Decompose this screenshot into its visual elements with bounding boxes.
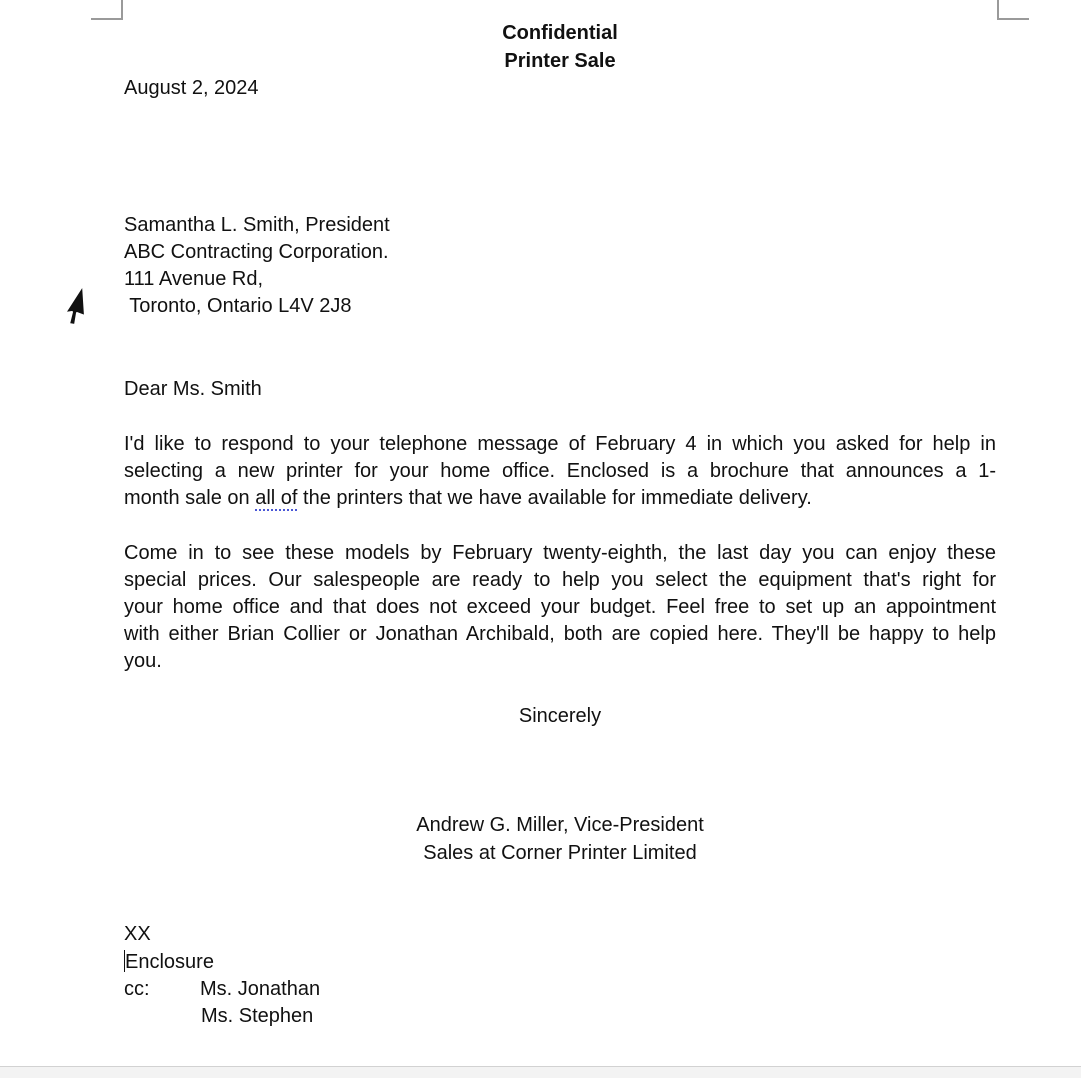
recipient-street: 111 Avenue Rd,: [124, 268, 264, 290]
cc-recipient-1: Ms. Jonathan: [200, 978, 321, 1000]
paragraph-1-line-3-start: month sale on: [124, 487, 256, 509]
cc-label: cc:: [124, 978, 150, 1000]
signer-company: Sales at Corner Printer Limited: [423, 842, 697, 864]
paragraph-2-line-2: special prices. Our salespeople are ready to help you select the equipment that's right for: [124, 569, 996, 591]
enclosure-notation: Enclosure: [125, 951, 214, 973]
body-paragraph-1: [124, 431, 996, 512]
page-bottom-edge: [0, 1066, 1081, 1078]
paragraph-2-line-3: your home office and that does not exceed your budget. Feel free to set up an appointment: [124, 596, 996, 618]
grammar-suggestion-underline[interactable]: all of: [255, 487, 298, 509]
paragraph-2-line-4: with either Brian Collier or Jonathan Archibald, both are copied here. They'll be happy to help: [124, 623, 996, 645]
mouse-pointer-icon: [62, 283, 94, 327]
paragraph-2-line-1: Come in to see these models by February twenty-eighth, the last day you can enjoy these: [124, 542, 996, 564]
body-paragraph-2: [124, 540, 996, 675]
paragraph-1-line-3: [124, 485, 996, 512]
left-margin-corner-mark: [91, 0, 123, 20]
paragraph-1-line-1: I'd like to respond to your telephone message of February 4 in which you asked for help in: [124, 433, 996, 455]
enclosure-line[interactable]: [124, 949, 214, 976]
recipient-city: Toronto, Ontario L4V 2J8: [124, 295, 352, 317]
recipient-name: Samantha L. Smith, President: [124, 214, 390, 236]
cc-recipient-2: Ms. Stephen: [201, 1005, 314, 1027]
paragraph-2-line-5: you.: [124, 650, 162, 672]
signer-name: Andrew G. Miller, Vice-President: [416, 814, 704, 836]
right-margin-corner-mark: [997, 0, 1029, 20]
header-line-printer-sale: Printer Sale: [504, 50, 616, 72]
paragraph-1-line-3-end: the printers that we have available for immediate delivery.: [297, 487, 812, 509]
recipient-company: ABC Contracting Corporation.: [124, 241, 389, 263]
salutation: Dear Ms. Smith: [124, 378, 262, 400]
letter-date: August 2, 2024: [124, 77, 259, 99]
header-line-confidential: Confidential: [502, 22, 618, 44]
complimentary-closing: Sincerely: [518, 705, 602, 727]
reference-initials: XX: [124, 923, 151, 945]
paragraph-1-line-2: selecting a new printer for your home office. Enclosed is a brochure that announces a 1-: [124, 460, 996, 482]
